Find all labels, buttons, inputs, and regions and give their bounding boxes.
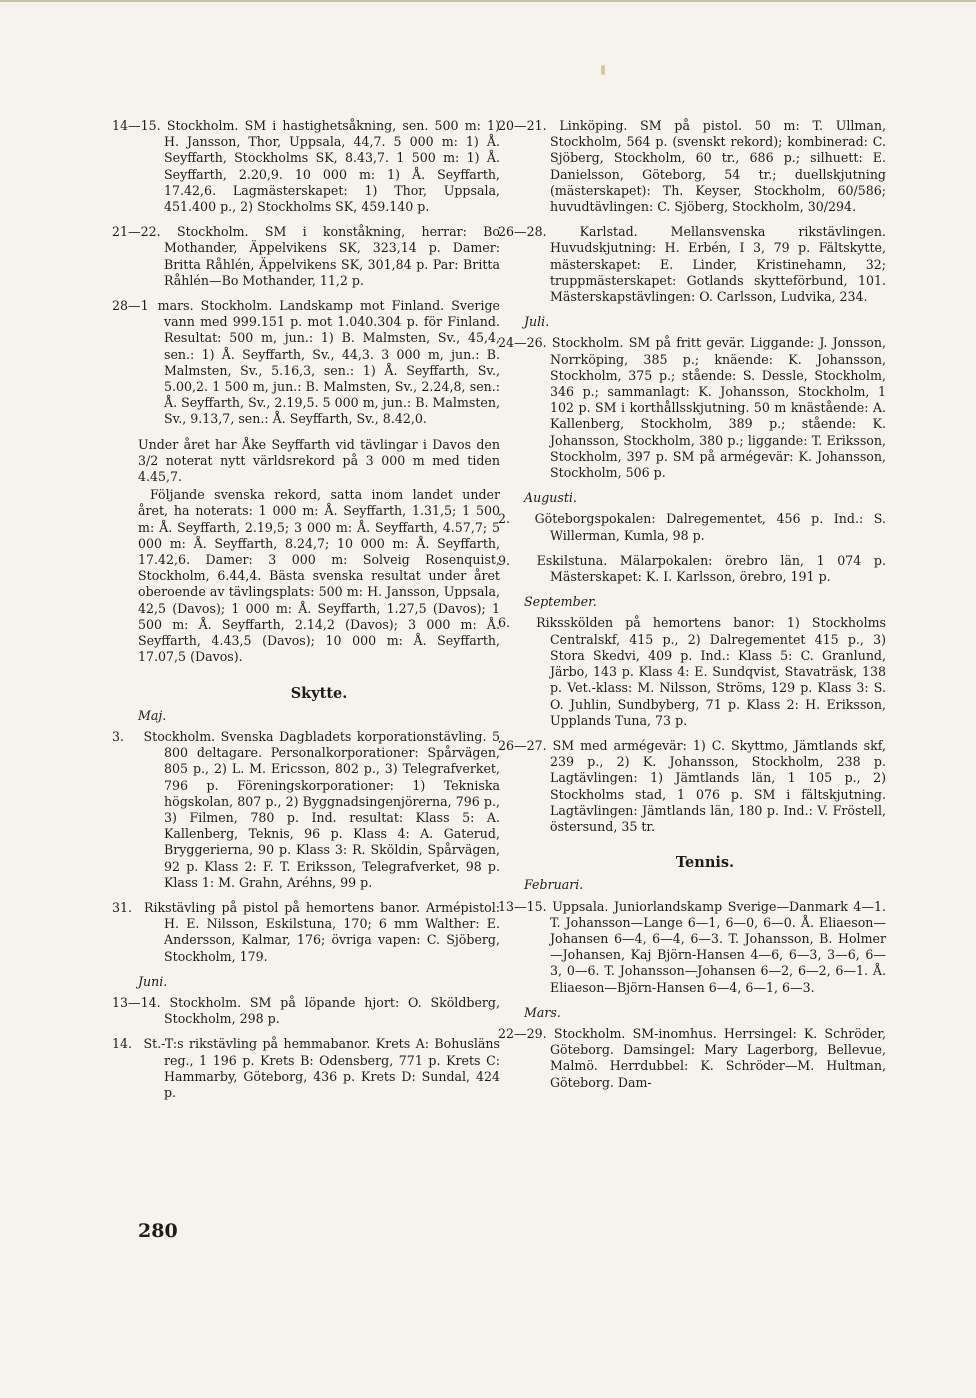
entry-date: 21—22.: [112, 224, 161, 240]
entry-text: SM med armégevär: 1) C. Skyttmo, Jämtlands skf, 239 p., 2) K. Johansson, Stockholm, 238 p. Lagtävlingen: 1) Jämtlands län, 1 105 p., 2) Stockholms stad, 1 076 p. SM i fältskjutning. Lagtävlingen: Jämtlands län, 180 p. Ind.: V. Fröstell, östersund, 35 tr.: [550, 737, 886, 834]
result-entry: 3. Stockholm. Svenska Dagbladets korporationstävling. 5 800 deltagare. Personalkorporationer: Spårvägen, 805 p., 2) L. M. Ericsson, 802 p., 3) Telegrafverket, 796 p. Föreningskorporationer: 1) Tekniska högskolan, 807 p., 2) Byggnadsingenjörerna, 796 p., 3) Filmen, 780 p. Ind. resultat: Klass 5: A. Kallenberg, Teknis, 96 p. Klass 4: A. Gaterud, Bryggerierna, 90 p. Klass 3: R. Sköldin, Spårvägen, 92 p. Klass 2: F. T. Eriksson, Telegrafverket, 98 p. Klass 1: M. Grahn, Aréhns, 99 p.: [112, 728, 500, 890]
result-entry: [112, 298, 500, 428]
entry-text: Linköping. SM på pistol. 50 m: T. Ullman, Stockholm, 564 p. (svenskt rekord); kombinerad: C. Sjöberg, Stockholm, 60 tr., 686 p.; silhuett: E. Danielsson, Göteborg, 54 tr.; duellskjutning (mästerskapet): Th. Keyser, Stockholm, 60/586; huvudtävlingen: C. Sjöberg, Stockholm, 30/294.: [550, 118, 886, 215]
entry-text: Stockholm. SM på löpande hjort: O. Sköldberg, Stockholm, 298 p.: [164, 994, 500, 1027]
month-subheading: Augusti.: [524, 490, 577, 506]
entry-date: 13—14.: [112, 994, 161, 1010]
result-entry: 6. Riksskölden på hemortens banor: 1) Stockholms Centralskf, 415 p., 2) Dalregementet 415 p., 3) Stora Skedvi, 409 p. Ind.: Klass 5: C. Granlund, Järbo, 143 p. Klass 4: E. Sundqvist, Stavaträsk, 138 p. Vet.-klass: M. Nilsson, Ströms, 129 p. Klass 3: S. O. Juhlin, Sundbyberg, 71 p. Klass 2: H. Eriksson, Upplands Tuna, 73 p.: [498, 615, 887, 728]
month-subheading: Juni.: [138, 973, 168, 989]
entry-date: 26—27.: [498, 737, 547, 753]
entry-text: Eskilstuna. Mälarpokalen: örebro län, 1 074 p. Mästerskapet: K. I. Karlsson, örebro, 191 p.: [536, 552, 886, 585]
entry-date: 14—15.: [112, 118, 161, 133]
entry-date: 22—29.: [498, 1025, 547, 1041]
entry-text: Stockholm. SM i konståkning, herrar: Bo Mothander, Äppelvikens SK, 323,14 p. Damer: Britta Råhlén, Äppelvikens SK, 301,84 p. Par: Britta Råhlén—Bo Mothander, 11,2 p.: [164, 224, 500, 288]
result-entry: 9. Eskilstuna. Mälarpokalen: örebro län, 1 074 p. Mästerskapet: K. I. Karlsson, örebro, 191 p.: [498, 552, 886, 585]
page-number: 280: [138, 1220, 178, 1242]
month-subheading: September.: [524, 594, 597, 610]
result-entry: [498, 898, 886, 996]
result-entry: [498, 737, 886, 835]
result-entry: [112, 118, 500, 215]
entry-text: Karlstad. Mellansvenska rikstävlingen. Huvudskjutning: H. Erbén, I 3, 79 p. Fältskytte, mästerskapet: E. Linder, Kristinehamn, 32; truppmästerskapet: Gotlands skytteförbund, 101. Mästerskapstävlingen: O. Carlsson, Ludvika, 234.: [550, 224, 886, 305]
paragraph: Följande svenska rekord, satta inom landet under året, ha noterats: 1 000 m: Å. Seyffarth, 1.31,5; 1 500 m: Å. Seyffarth, 2.19,5; 3 000 m: Å. Seyffarth, 4.57,7; 5 000 m: Å. Seyffarth, 8.24,7; 10 000 m: Å. Seyffarth, 17.42,6. Damer: 3 000 m: Solveig Rosenquist, Stockholm, 6.44,4. Bästa svenska resultat under året oberoende av tävlingsplats: 500 m: H. Jansson, Uppsala, 42,5 (Davos); 1 000 m: Å. Seyffarth, 1.27,5 (Davos); 1 500 m: Å. Seyffarth, 2.14,2 (Davos); 3 000 m: Å. Seyffarth, 4.43,5 (Davos); 10 000 m: Å. Seyffarth, 17.07,5 (Davos).: [138, 487, 500, 665]
entry-text: Riksskölden på hemortens banor: 1) Stockholms Centralskf, 415 p., 2) Dalregementet 415 p., 3) Stora Skedvi, 409 p. Ind.: Klass 5: C. Granlund, Järbo, 143 p. Klass 4: E. Sundqvist, Stavaträsk, 138 p. Vet.-klass: M. Nilsson, Ströms, 129 p. Klass 3: S. O. Juhlin, Sundbyberg, 71 p. Klass 2: H. Eriksson, Upplands Tuna, 73 p.: [536, 615, 887, 728]
entry-text: Stockholm. SM-inomhus. Herrsingel: K. Schröder, Göteborg. Damsingel: Mary Lagerborg, Bellevue, Malmö. Herrdubbel: K. Schröder—M. Hultman, Göteborg. Dam-: [550, 1025, 886, 1090]
month-subheading: Mars.: [524, 1004, 561, 1020]
month-subheading: Februari.: [524, 877, 584, 893]
paragraph: Under året har Åke Seyffarth vid tävlingar i Davos den 3/2 noterat nytt världsrekord på 3 000 m med tiden 4.45,7.: [138, 436, 500, 485]
result-entry: [498, 1025, 886, 1091]
section-heading: Tennis.: [675, 854, 735, 872]
result-entry: [112, 994, 500, 1027]
entry-text: Stockholm. Svenska Dagbladets korporationstävling. 5 800 deltagare. Personalkorporationer: Spårvägen, 805 p., 2) L. M. Ericsson, 802 p., 3) Telegrafverket, 796 p. Föreningskorporationer: 1) Tekniska högskolan, 807 p., 2) Byggnadsingenjörerna, 796 p., 3) Filmen, 780 p. Ind. resultat: Klass 5: A. Kallenberg, Teknis, 96 p. Klass 4: A. Gaterud, Bryggerierna, 90 p. Klass 3: R. Sköldin, Spårvägen, 92 p. Klass 2: F. T. Eriksson, Telegrafverket, 98 p. Klass 1: M. Grahn, Aréhns, 99 p.: [143, 728, 500, 890]
result-entry: 31. Rikstävling på pistol på hemortens banor. Armépistol: H. E. Nilsson, Eskilstuna, 170; 6 mm Walther: E. Andersson, Kalmar, 176; övriga vapen: C. Sjöberg, Stockholm, 179.: [112, 899, 500, 964]
entry-text: St.-T:s rikstävling på hemmabanor. Krets A: Bohusläns reg., 1 196 p. Krets B: Odensberg, 771 p. Krets C: Hammarby, Göteborg, 436 p. Krets D: Sundal, 424 p.: [143, 1036, 500, 1100]
month-subheading: Juli.: [524, 314, 550, 330]
entry-date: 20—21.: [498, 118, 547, 133]
entry-text: Stockholm. SM i hastighetsåkning, sen. 500 m: 1) H. Jansson, Thor, Uppsala, 44,7. 5 000 m: 1) Å. Seyffarth, Stockholms SK, 8.43,7. 1 500 m: 1) Å. Seyffarth, 2.20,9. 10 000 m: 1) Å. Seyffarth, 17.42,6. Lagmästerskapet: 1) Thor, Uppsala, 451.400 p., 2) Stockholms SK, 459.140 p.: [164, 118, 500, 215]
result-entry: [498, 118, 886, 215]
entry-text: Stockholm. SM på fritt gevär. Liggande: J. Jonsson, Norrköping, 385 p.; knäende: K. Johansson, Stockholm, 375 p.; stående: S. Dessle, Stockholm, 346 p.; sammanlagt: K. Johansson, Stockholm, 1 102 p. SM i korthållsskjutning. 50 m knästående: A. Kallenberg, Stockholm, 389 p.; stående: K. Johansson, Stockholm, 380 p.; liggande: T. Eriksson, Stockholm, 397 p. SM på armégevär: K. Johansson, Stockholm, 506 p.: [550, 335, 886, 481]
result-entry: [498, 224, 886, 305]
result-entry: 2. Göteborgspokalen: Dalregementet, 456 p. Ind.: S. Willerman, Kumla, 98 p.: [498, 511, 886, 543]
ink-mark: [601, 65, 605, 75]
entry-date: 26—28.: [498, 224, 547, 240]
entry-text: Uppsala. Juniorlandskamp Sverige—Danmark 4—1. T. Johansson—Lange 6—1, 6—0, 6—0. Å. Eliaeson—Johansen 6—4, 6—4, 6—3. T. Johansson, B. Holmer—Johansen, Kaj Björn-Hansen 4—6, 6—3, 3—6, 6—3, 0—6. T. Johansson—Johansen 6—2, 6—2, 6—1. Å. Eliaeson—Björn-Hansen 6—4, 6—1, 6—3.: [550, 898, 886, 995]
entry-text: Rikstävling på pistol på hemortens banor. Armépistol: H. E. Nilsson, Eskilstuna, 170; 6 mm Walther: E. Andersson, Kalmar, 176; övriga vapen: C. Sjöberg, Stockholm, 179.: [144, 899, 500, 964]
right-column: [498, 118, 887, 1100]
section-heading: Skytte.: [290, 684, 348, 702]
page-edge: [0, 0, 976, 2]
left-column: [112, 118, 500, 1110]
month-subheading: Maj.: [138, 707, 167, 723]
result-entry: [112, 224, 500, 289]
entry-text: mars. Stockholm. Landskamp mot Finland. Sverige vann med 999.151 p. mot 1.040.304 p. för Finland. Resultat: 500 m, jun.: 1) B. Malmsten, Sv., 45,4, sen.: 1) Å. Seyffarth, Sv., 44,3. 3 000 m, jun.: B. Malmsten, Sv., 5.16,3, sen.: 1) Å. Seyffarth, Sv., 5.00,2. 1 500 m, jun.: B. Malmsten, Sv., 2.24,8, sen.: Å. Seyffarth, Sv., 2.19,5. 5 000 m, jun.: B. Malmsten, Sv., 9.13,7, sen.: Å. Seyffarth, Sv., 8.42,0.: [157, 298, 500, 427]
entry-date: 24—26.: [498, 335, 547, 351]
entry-date: 13—15.: [498, 898, 547, 914]
entry-text: Göteborgspokalen: Dalregementet, 456 p. Ind.: S. Willerman, Kumla, 98 p.: [534, 511, 886, 543]
entry-date: 28—1: [112, 298, 149, 314]
result-entry: [498, 335, 886, 481]
result-entry: 14. St.-T:s rikstävling på hemmabanor. Krets A: Bohusläns reg., 1 196 p. Krets B: Odensberg, 771 p. Krets C: Hammarby, Göteborg, 436 p. Krets D: Sundal, 424 p.: [112, 1036, 500, 1100]
